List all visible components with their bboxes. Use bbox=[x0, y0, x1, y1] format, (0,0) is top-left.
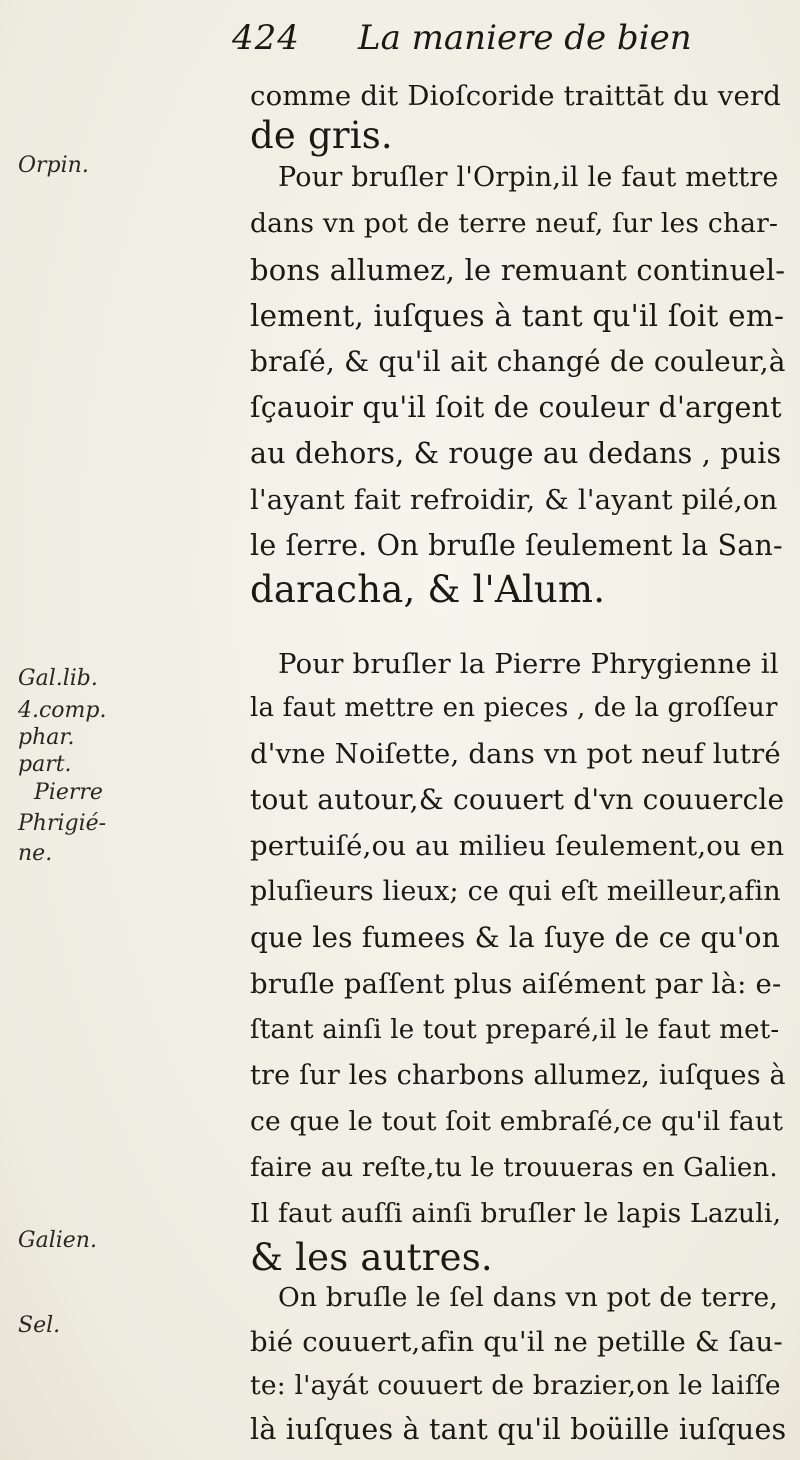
margin-note-ne: ne. bbox=[18, 841, 53, 866]
margin-note-comp: 4.comp. bbox=[18, 698, 107, 723]
text-line: Pour bruſler l'Orpin,il le faut mettre bbox=[278, 162, 779, 193]
text-line: que les fumees & la ſuye de ce qu'on bbox=[250, 921, 780, 954]
text-line: d'vne Noiſette, dans vn pot neuf lutré bbox=[250, 738, 781, 770]
text-line: bruſle paſſent plus aiſément par là: e- bbox=[250, 968, 782, 1000]
text-line: Pour bruſler la Pierre Phrygienne il bbox=[278, 648, 779, 680]
text-line: là iuſques à tant qu'il boüille iuſques bbox=[250, 1413, 787, 1446]
text-line: faire au reſte,tu le trouueras en Galien. bbox=[250, 1153, 778, 1183]
margin-note-galien: Galien. bbox=[18, 1228, 97, 1253]
text-line: dans vn pot de terre neuf, ſur les char- bbox=[250, 208, 779, 239]
margin-note-phar: phar. bbox=[18, 725, 75, 750]
margin-note-orpin: Orpin. bbox=[18, 153, 89, 178]
text-line: braſé, & qu'il ait changé de couleur,à bbox=[250, 345, 786, 378]
text-line: tre ſur les charbons allumez, iuſques à bbox=[250, 1060, 786, 1091]
page-number: 424 bbox=[232, 18, 300, 58]
running-title: La maniere de bien bbox=[358, 18, 692, 58]
text-line: ſçauoir qu'il ſoit de couleur d'argent bbox=[250, 391, 782, 424]
text-line: l'ayant fait refroidir, & l'ayant pilé,on bbox=[250, 484, 778, 516]
text-line: pluſieurs lieux; ce qui eſt meilleur,afin bbox=[250, 876, 781, 907]
text-line: lement, iuſques à tant qu'il ſoit em- bbox=[250, 299, 785, 333]
text-line: bié couuert,afin qu'il ne petille & ſau- bbox=[250, 1326, 783, 1358]
margin-note-phrigiene: Phrigié- bbox=[18, 811, 107, 836]
text-line: te: l'ayát couuert de brazier,on le laiſſe bbox=[250, 1370, 781, 1401]
margin-note-pierre: Pierre bbox=[34, 780, 103, 805]
text-line: tout autour,& couuert d'vn couuercle bbox=[250, 783, 785, 816]
margin-note-sel: Sel. bbox=[18, 1313, 61, 1338]
page-header bbox=[232, 18, 752, 66]
margin-note-gal-lib: Gal.lib. bbox=[18, 666, 98, 691]
text-line: & les autres. bbox=[250, 1236, 493, 1279]
text-line: ce que le tout ſoit embraſé,ce qu'il faut bbox=[250, 1106, 784, 1137]
text-line: pertuiſé,ou au milieu ſeulement,ou en bbox=[250, 830, 785, 862]
text-line: bons allumez, le remuant continuel- bbox=[250, 253, 786, 287]
text-line: la faut mettre en pieces , de la groſſeur bbox=[250, 693, 778, 723]
text-line: On bruſle le ſel dans vn pot de terre, bbox=[278, 1282, 779, 1313]
text-line: comme dit Dioſcoride traittāt du verd bbox=[250, 80, 782, 112]
margin-note-part: part. bbox=[18, 752, 72, 777]
text-line: le ſerre. On bruſle ſeulement la San- bbox=[250, 529, 783, 562]
text-line: de gris. bbox=[250, 114, 393, 157]
text-line: ſtant ainſi le tout preparé,il le faut met- bbox=[250, 1015, 780, 1045]
text-line: daracha, & l'Alum. bbox=[250, 568, 606, 611]
text-line: au dehors, & rouge au dedans , puis bbox=[250, 437, 782, 470]
text-line: Il faut auſſi ainſi bruſler le lapis Lazuli, bbox=[250, 1198, 782, 1229]
